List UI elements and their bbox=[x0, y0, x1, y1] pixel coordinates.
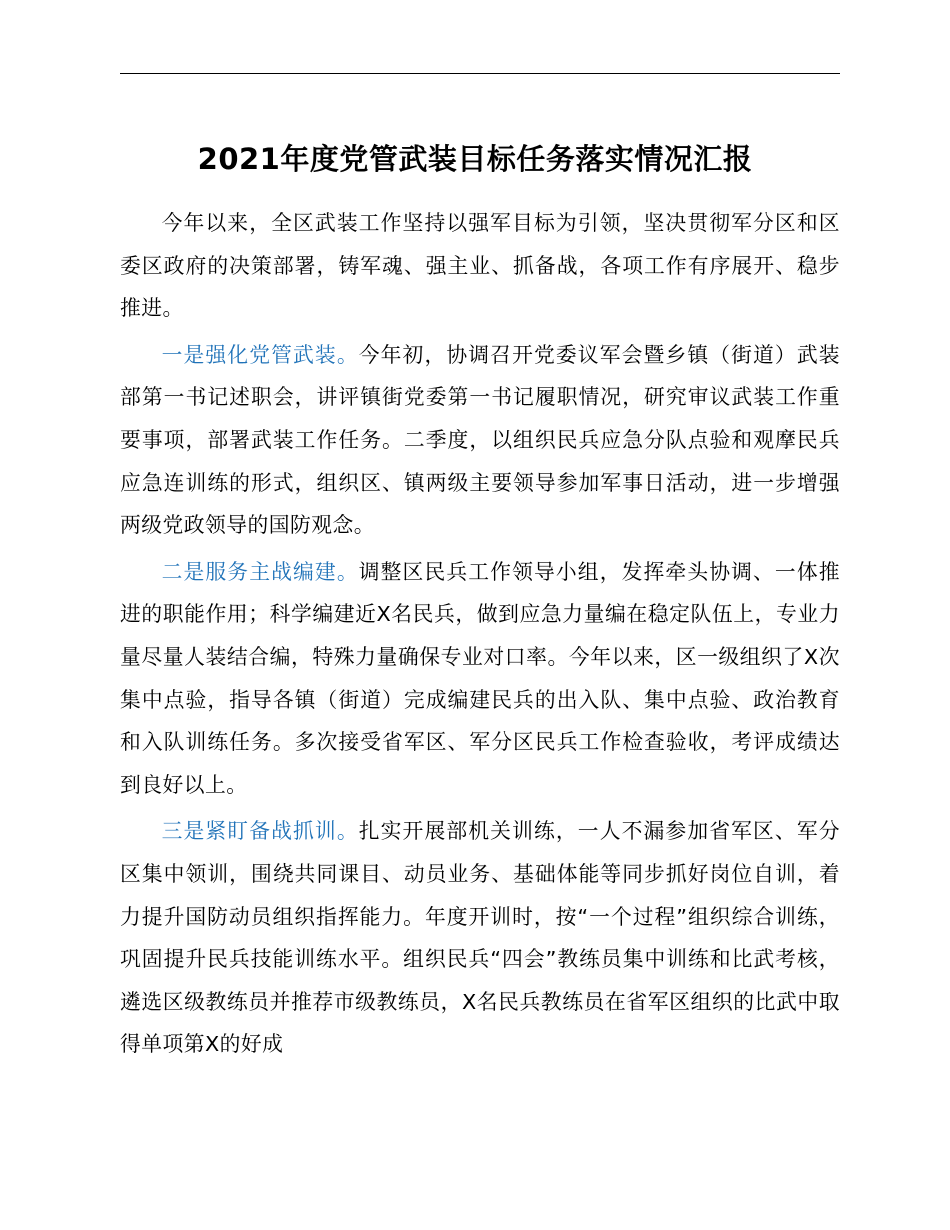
section-text-1: 今年初，协调召开党委议军会暨乡镇（街道）武装部第一书记述职会，讲评镇街党委第一书记履职情况，研究审议武装工作重要事项，部署武装工作任务。二季度，以组织民兵应急分队点验和观摩民兵应急连训练的形式，组织区、镇两级主要领导参加军事日活动，进一步增强两级党政领导的国防观念。 bbox=[120, 342, 840, 538]
header-rule bbox=[120, 73, 840, 74]
section-text-2: 调整区民兵工作领导小组，发挥牵头协调、一体推进的职能作用；科学编建近X名民兵，做到应急力量编在稳定队伍上，专业力量尽量人装结合编，特殊力量确保专业对口率。今年以来，区一级组织了X次集中点验，指导各镇（街道）完成编建民兵的出入队、集中点验、政治教育和入队训练任务。多次接受省军区、军分区民兵工作检查验收，考评成绩达到良好以上。 bbox=[120, 559, 840, 797]
section-heading-1: 一是强化党管武装。 bbox=[161, 342, 359, 367]
section-heading-3: 三是紧盯备战抓训。 bbox=[161, 819, 359, 844]
section-paragraph-2 bbox=[120, 551, 840, 807]
section-paragraph-1 bbox=[120, 334, 840, 547]
document-title: 2021年度党管武装目标任务落实情况汇报 bbox=[197, 142, 753, 176]
section-text-3: 扎实开展部机关训练，一人不漏参加省军区、军分区集中领训，围绕共同课目、动员业务、基础体能等同步抓好岗位自训，着力提升国防动员组织指挥能力。年度开训时，按“一个过程”组织综合训练，巩固提升民兵技能训练水平。组织民兵“四会”教练员集中训练和比武考核，遴选区级教练员并推荐市级教练员，X名民兵教练员在省军区组织的比武中取得单项第X的好成 bbox=[120, 819, 840, 1057]
section-paragraph-3 bbox=[120, 810, 840, 1066]
document-body bbox=[120, 202, 840, 1070]
section-heading-2: 二是服务主战编建。 bbox=[161, 559, 359, 584]
intro-paragraph: 今年以来，全区武装工作坚持以强军目标为引领，坚决贯彻军分区和区委区政府的决策部署，铸军魂、强主业、抓备战，各项工作有序展开、稳步推进。 bbox=[120, 211, 840, 321]
